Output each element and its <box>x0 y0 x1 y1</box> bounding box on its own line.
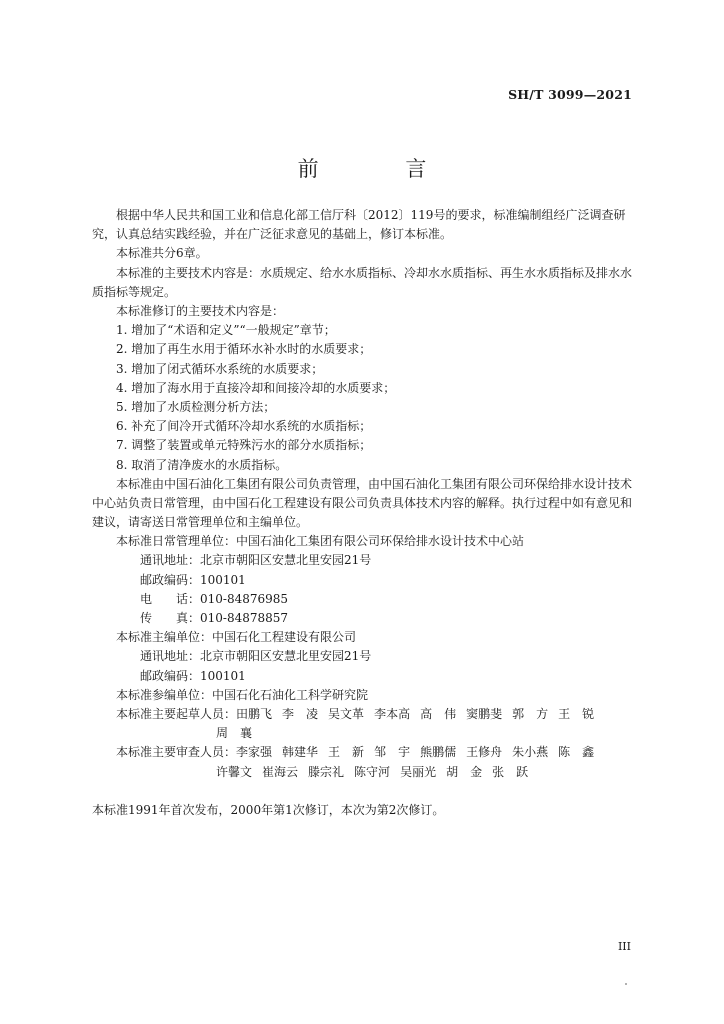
paragraph-chapters: 本标准共分6章。 <box>116 246 208 261</box>
chief-unit-address: 通讯地址：北京市朝阳区安慧北里安园21号 <box>140 649 372 664</box>
reviewer-name: 陈守河 <box>354 764 391 779</box>
participating-unit: 本标准参编单位：中国石化石油化工科学研究院 <box>116 687 369 702</box>
reviewers-row <box>92 743 642 762</box>
reviewer-name: 李家强 <box>236 745 273 760</box>
drafters-row <box>92 705 642 724</box>
revision-item: 7. 调整了装置或单元特殊污水的部分水质指标； <box>116 438 372 453</box>
drafter-name: 王 锐 <box>558 706 595 721</box>
reviewer-name: 胡 金 <box>446 764 483 779</box>
chief-unit-postcode: 邮政编码：100101 <box>140 668 246 683</box>
page-number: III <box>617 940 631 953</box>
reviewer-name: 王修舟 <box>466 745 503 760</box>
revision-item: 3. 增加了闭式循环水系统的水质要求； <box>116 361 324 376</box>
drafter-name: 窦鹏斐 <box>466 706 503 721</box>
reviewer-name: 陈 鑫 <box>558 745 595 760</box>
reviewer-name: 邹 宇 <box>374 745 411 760</box>
drafter-name: 郭 方 <box>512 706 549 721</box>
drafters-row-2 <box>92 724 642 743</box>
reviewers-label: 本标准主要审查人员： <box>116 745 237 760</box>
daily-unit-postcode: 邮政编码：100101 <box>140 572 246 587</box>
standard-code: SH/T 3099—2021 <box>508 87 632 102</box>
drafter-name: 高 伟 <box>420 706 457 721</box>
scan-mark <box>625 983 627 985</box>
paragraph-management: 本标准由中国石油化工集团有限公司负责管理，由中国石油化工集团有限公司环保给排水设计技术中心站负责日常管理，由中国石化工程建设有限公司负责具体技术内容的解释。执行过程中如有意见和建议，请寄送日常管理单位和主编单位。 <box>92 476 633 530</box>
revision-item: 4. 增加了海水用于直接冷却和间接冷却的水质要求； <box>116 380 396 395</box>
paragraph-main-content: 本标准的主要技术内容是：水质规定、给水水质指标、冷却水水质指标、再生水水质指标及排水水质指标等规定。 <box>92 265 633 299</box>
reviewer-name: 朱小燕 <box>512 745 549 760</box>
revision-item: 2. 增加了再生水用于循环水补水时的水质要求； <box>116 342 372 357</box>
reviewer-name: 熊鹏儒 <box>420 745 457 760</box>
reviewer-name: 王 新 <box>328 745 365 760</box>
drafter-name: 吴文革 <box>328 706 365 721</box>
paragraph-revision-intro: 本标准修订的主要技术内容是： <box>116 304 285 318</box>
chief-unit-label: 本标准主编单位：中国石化工程建设有限公司 <box>116 630 357 645</box>
page-title: 前 言 <box>297 157 467 181</box>
revision-item: 5. 增加了水质检测分析方法； <box>116 399 276 414</box>
revision-item: 1. 增加了“术语和定义”“一般规定”章节； <box>116 323 336 338</box>
daily-unit-fax: 传 真：010-84878857 <box>140 611 289 626</box>
drafter-name: 田鹏飞 <box>236 706 273 721</box>
daily-unit-phone: 电 话：010-84876985 <box>140 591 289 606</box>
drafter-name: 李 凌 <box>282 706 319 721</box>
reviewer-name: 滕宗礼 <box>308 764 345 779</box>
paragraph-basis: 根据中华人民共和国工业和信息化部工信厅科〔2012〕119号的要求，标准编制组经广泛调查研究，认真总结实践经验，并在广泛征求意见的基础上，修订本标准。 <box>92 208 626 242</box>
revision-item: 6. 补充了间冷开式循环冷却水系统的水质指标； <box>116 419 372 434</box>
paragraph-publication-history: 本标准1991年首次发布，2000年第1次修订，本次为第2次修订。 <box>92 802 445 817</box>
drafters-label: 本标准主要起草人员： <box>116 706 237 721</box>
reviewers-row-2 <box>92 763 642 782</box>
reviewer-name: 吴丽光 <box>400 764 437 779</box>
drafters-names <box>236 705 604 724</box>
daily-unit-label: 本标准日常管理单位：中国石油化工集团有限公司环保给排水设计技术中心站 <box>116 534 525 549</box>
reviewers-names <box>236 743 604 762</box>
drafter-name: 周 襄 <box>216 726 253 741</box>
reviewer-name: 许馨文 <box>216 764 253 779</box>
reviewer-name: 崔海云 <box>262 764 299 779</box>
drafter-name: 李本高 <box>374 706 411 721</box>
reviewer-name: 韩建华 <box>282 745 319 760</box>
revision-item: 8. 取消了清净废水的水质指标。 <box>116 457 288 472</box>
reviewer-name: 张 跃 <box>492 764 529 779</box>
document-body <box>92 206 642 820</box>
daily-unit-address: 通讯地址：北京市朝阳区安慧北里安园21号 <box>140 553 372 568</box>
